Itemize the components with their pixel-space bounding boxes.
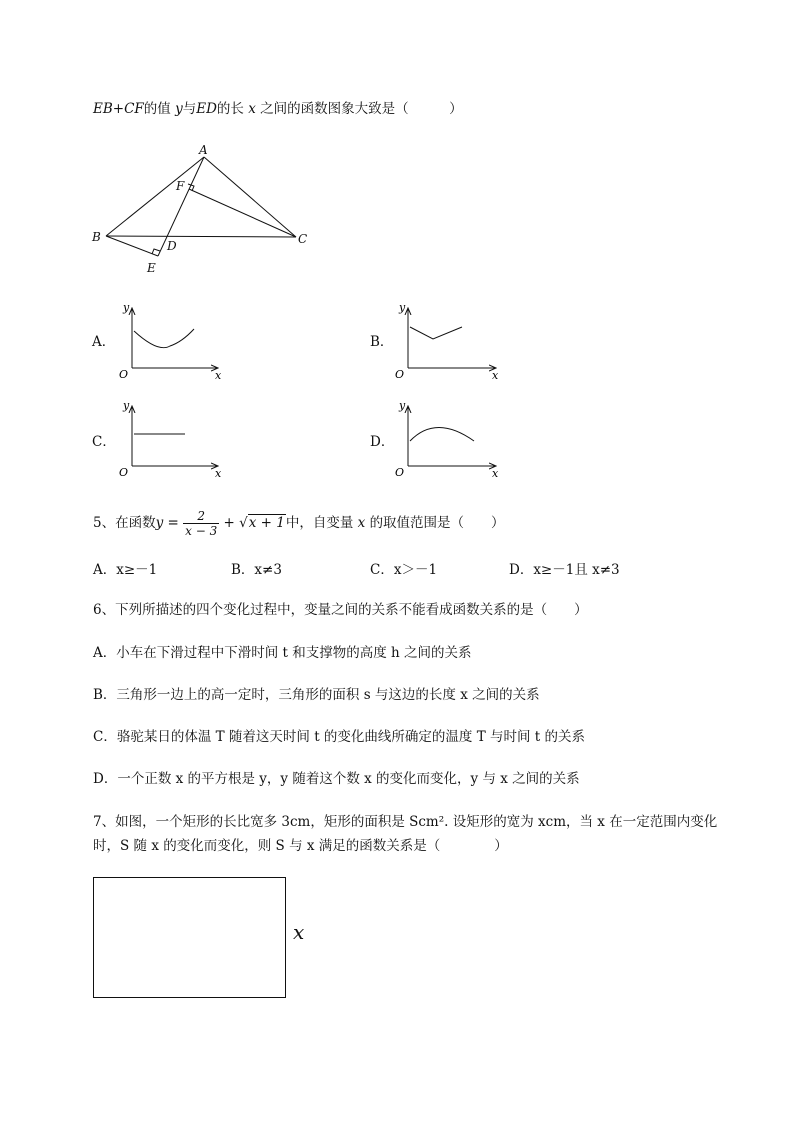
q5-fraction [183,509,219,538]
q5-plus: + [223,515,235,531]
q4-option-c-graph[interactable] [110,396,230,481]
graph-curve-u [134,329,194,348]
axis-origin-label: O [119,368,129,381]
graph-curve-arch [410,428,474,442]
q7-rect-label-x: x [293,920,305,944]
q6-option-d[interactable]: D．一个正数 x 的平方根是 y，y 随着这个数 x 的变化而变化，y 与 x 之间的关系 [93,771,580,787]
q7-stem-line2: 时，S 随 x 的变化而变化，则 S 与 x 满足的函数关系是（ ） [93,838,508,854]
q6-option-a[interactable]: A．小车在下滑过程中下滑时间 t 和支撑物的高度 h 之间的关系 [93,645,472,661]
q5-option-a[interactable]: A．x≥－1 [93,562,158,578]
q5-frac-den: x − 3 [185,524,218,538]
axis-y-label: y [399,399,406,412]
q4-var-y: y [175,101,183,117]
q5-option-c[interactable]: C．x＞－1 [370,562,438,578]
q4-option-b-graph[interactable] [388,298,508,383]
q4-option-b-label[interactable]: B． [370,334,394,350]
axis-x-label: x [492,467,499,480]
axis-y-label: y [123,301,130,314]
q4-triangle-figure [88,140,318,285]
q5-frac-num: 2 [183,509,219,524]
segment-ae [158,157,204,256]
q5-sqrt: √x + 1 [239,515,285,531]
q6-option-c[interactable]: C．骆驼某日的体温 T 随着这天时间 t 的变化曲线所确定的温度 T 与时间 t 的关系 [93,729,586,745]
label-b: B [92,230,101,244]
q7-stem-line1: 7、如图，一个矩形的长比宽多 3cm，矩形的面积是 Scm². 设矩形的宽为 xcm，当 x 在一定范围内变化 [93,814,718,830]
q6-option-b[interactable]: B．三角形一边上的高一定时，三角形的面积 s 与这边的长度 x 之间的关系 [93,687,540,703]
q4-text: 的值 [143,101,171,117]
axis-origin-label: O [395,368,405,381]
triangle-side-bc [106,236,296,237]
q4-var-ed: ED [196,101,217,117]
axis-y-label: y [399,301,406,314]
triangle-side-ab [106,157,204,236]
q5-prefix: 5、在函数 [93,515,156,531]
q5-func-y: y = [155,515,179,531]
q4-option-a-graph[interactable] [110,298,230,383]
q5-sqrt-body: x + 1 [248,515,285,531]
axis-x-label: x [492,369,499,382]
q4-text: 的长 [216,101,244,117]
q5-stem [93,509,505,538]
axis-x-label: x [215,369,222,382]
label-a: A [199,143,208,157]
q5-suffix-a: 中，自变量 [285,515,354,531]
label-e: E [147,261,156,275]
q4-option-d-label[interactable]: D． [370,434,395,450]
q4-text: 与 [182,101,197,117]
q4-expr: EB+CF [93,101,144,117]
q7-rectangle [93,877,286,998]
q4-option-d-graph[interactable] [388,396,508,481]
triangle-side-ac [204,157,296,237]
q4-option-a-label[interactable]: A． [92,334,116,350]
q6-stem: 6、下列所描述的四个变化过程中，变量之间的关系不能看成函数关系的是（ ） [93,602,588,618]
segment-be [106,236,158,256]
q5-option-b[interactable]: B．x≠3 [231,562,282,578]
label-f: F [176,179,185,193]
q4-var-x: x [248,101,256,117]
label-d: D [167,239,177,253]
graph-curve-v [410,327,462,339]
axis-origin-label: O [395,466,405,479]
axis-x-label: x [215,467,222,480]
q4-option-c-label[interactable]: C． [92,434,116,450]
q4-text: 之间的函数图象大致是（ ） [260,101,463,117]
q5-suffix-b: 的取值范围是（ ） [369,515,505,531]
axis-y-label: y [123,399,130,412]
q5-option-d[interactable]: D．x≥－1且 x≠3 [509,562,620,578]
segment-cf [189,189,296,237]
q5-var-x: x [357,515,366,531]
q4-stem-tail [93,99,463,119]
label-c: C [298,232,308,246]
axis-origin-label: O [119,466,129,479]
